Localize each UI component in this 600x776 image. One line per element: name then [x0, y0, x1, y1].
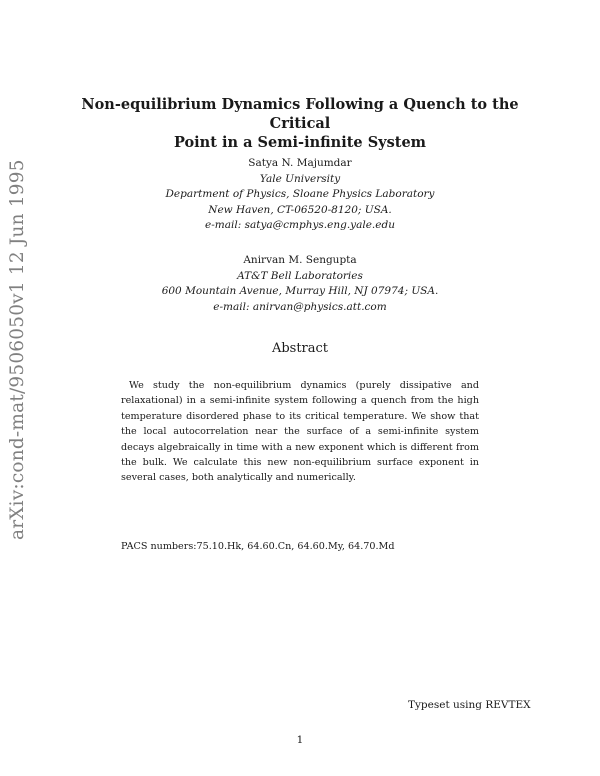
author-affiliation: New Haven, CT-06520-8120; USA. [208, 203, 392, 216]
author-affiliation: 600 Mountain Avenue, Murray Hill, NJ 07974; USA. [161, 285, 439, 297]
abstract-heading: Abstract [271, 341, 329, 356]
author-email: e-mail: satya@cmphys.eng.yale.edu [205, 219, 395, 231]
author-affiliation: Yale University [259, 172, 341, 185]
paper-title [60, 95, 540, 152]
author-affiliation: Department of Physics, Sloane Physics Laboratory [165, 188, 435, 200]
author-name: Anirvan M. Sengupta [243, 254, 357, 266]
author-block-1 [100, 156, 500, 234]
paper-title-line-2: Point in a Semi-infinite System [173, 134, 427, 151]
pacs-numbers: PACS numbers:75.10.Hk, 64.60.Cn, 64.60.My, 64.70.Md [121, 541, 395, 552]
typeset-note: Typeset using REVTEX [408, 699, 531, 711]
paper-title-line-1: Non-equilibrium Dynamics Following a Quench to the Critical [81, 96, 519, 132]
abstract-text: We study the non-equilibrium dynamics (purely dissipative and relaxational) in a semi-infinite system following a quench from the high temperature disordered phase to its critical temperature. We show that the local autocorrelation near the surface of a semi-infinite system decays algebraically in time with a new exponent which is different from the bulk. We calculate this new non-equilibrium surface exponent in several cases, both analytically and numerically. [121, 380, 479, 484]
author-email: e-mail: anirvan@physics.att.com [213, 300, 387, 313]
author-name: Satya N. Majumdar [248, 157, 352, 169]
page-number: 1 [296, 734, 304, 746]
author-block-2 [100, 253, 500, 315]
arxiv-identifier-stamp: arXiv:cond-mat/9506050v1 12 Jun 1995 [7, 159, 28, 540]
author-affiliation: AT&T Bell Laboratories [237, 269, 363, 282]
